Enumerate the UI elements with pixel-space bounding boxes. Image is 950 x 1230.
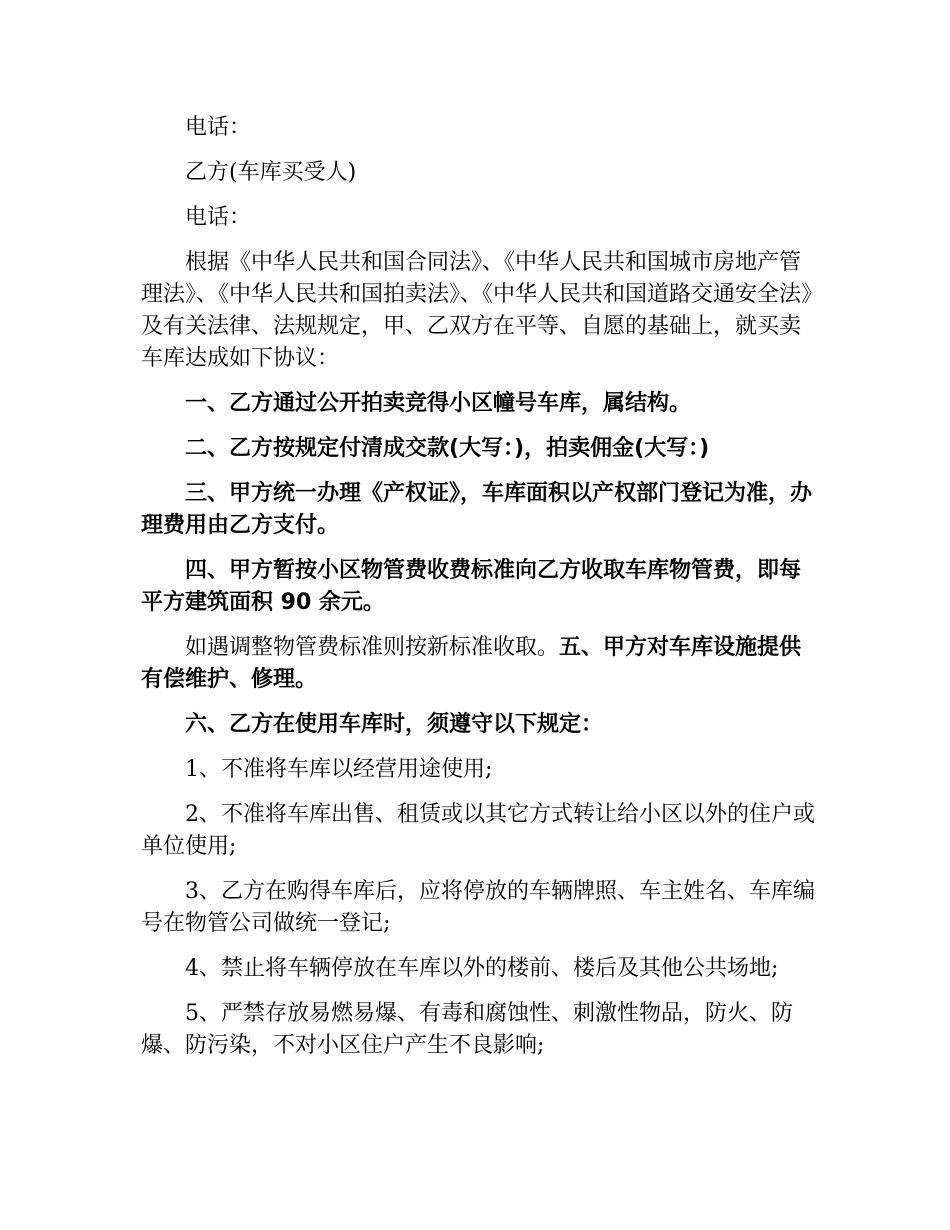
rule-1: 1、不准将车库以经营用途使用; bbox=[185, 757, 493, 782]
phone-line-party-a: 电话： bbox=[185, 115, 252, 140]
adjustment-and-clause-5 bbox=[141, 632, 816, 696]
document-body bbox=[141, 112, 816, 1075]
clause-2: 二、乙方按规定付清成交款(大写：)，拍卖佣金(大写：) bbox=[185, 436, 710, 461]
rule-5: 5、严禁存放易燃易爆、有毒和腐蚀性、刺激性物品，防火、防爆、防污染，不对小区住户产生不良影响; bbox=[141, 1001, 793, 1058]
clause-5: 五、甲方对车库设施提供有偿维护、修理。 bbox=[141, 635, 802, 692]
rule-2: 2、不准将车库出售、租赁或以其它方式转让给小区以外的住户或单位使用; bbox=[141, 802, 815, 859]
party-b-line: 乙方(车库买受人) bbox=[185, 160, 357, 185]
phone-line-party-b: 电话： bbox=[185, 205, 252, 230]
rule-3: 3、乙方在购得车库后，应将停放的车辆牌照、车主姓名、车库编号在物管公司做统一登记; bbox=[141, 879, 815, 936]
clause-3: 三、甲方统一办理《产权证》，车库面积以产权部门登记为准，办理费用由乙方支付。 bbox=[141, 481, 813, 538]
clause-4: 四、甲方暂按小区物管费收费标准向乙方收取车库物管费，即每平方建筑面积 90 余元。 bbox=[141, 558, 802, 615]
rule-4: 4、禁止将车辆停放在车库以外的楼前、楼后及其他公共场地; bbox=[185, 956, 779, 981]
clause-6: 六、乙方在使用车库时，须遵守以下规定： bbox=[185, 712, 604, 737]
preamble-paragraph: 根据《中华人民共和国合同法》、《中华人民共和国城市房地产管理法》、《中华人民共和国拍卖法》、《中华人民共和国道路交通安全法》及有关法律、法规规定，甲、乙双方在平等、自愿的基础上，就买卖车库达成如下协议： bbox=[141, 250, 813, 371]
fee-adjustment-text: 如遇调整物管费标准则按新标准收取。 bbox=[185, 635, 560, 660]
clause-1: 一、乙方通过公开拍卖竞得小区幢号车库，属结构。 bbox=[185, 391, 692, 416]
